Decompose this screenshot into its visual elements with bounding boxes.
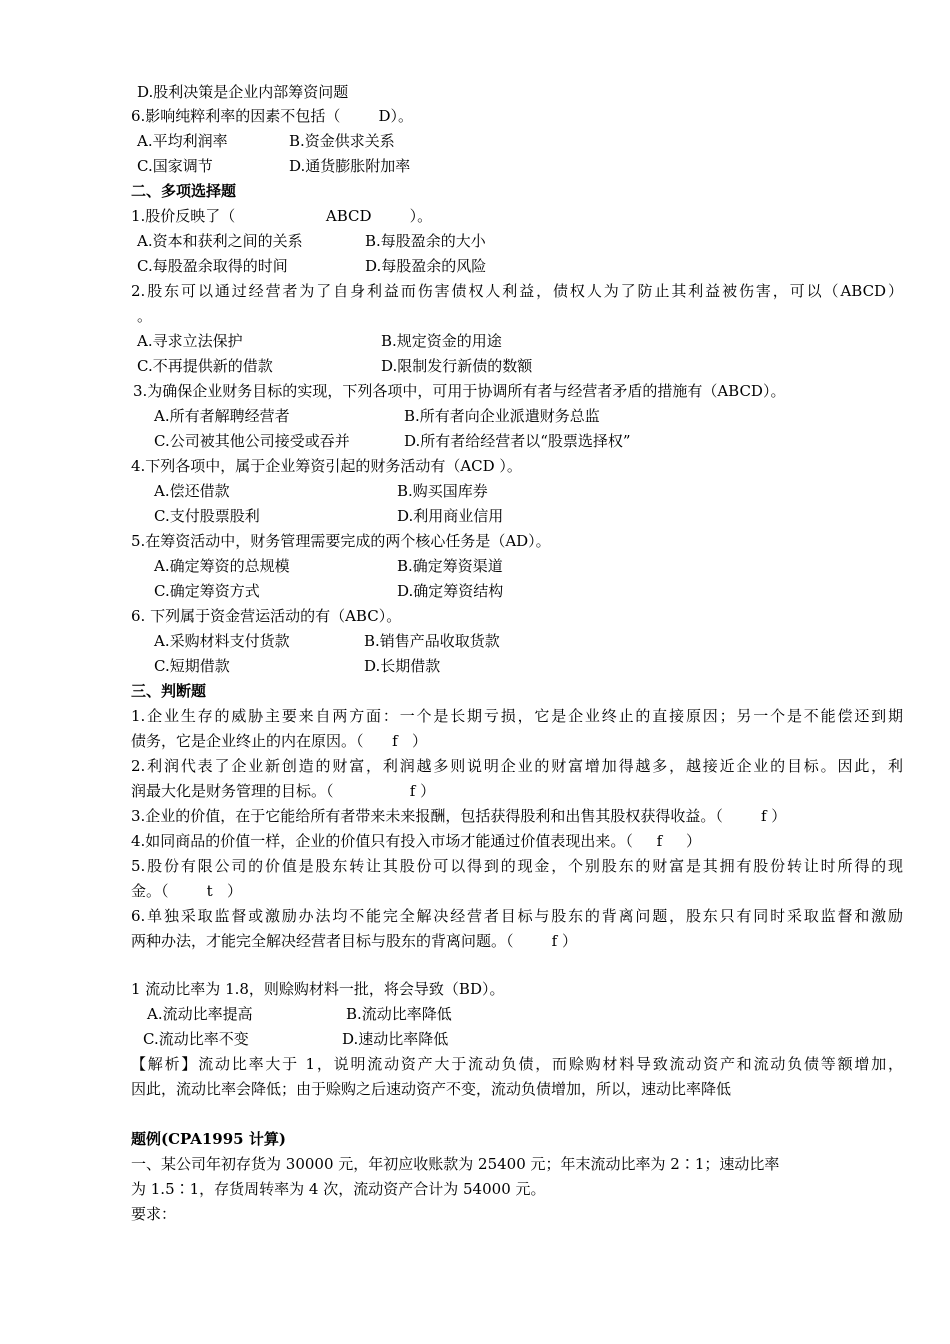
option-b: B.流动比率降低	[346, 1005, 452, 1023]
statement-line: 润最大化是财务管理的目标。（ f ）	[131, 782, 436, 800]
example-line: 为 1.5∶1，存货周转率为 4 次，流动资产合计为 54000 元。	[131, 1180, 546, 1198]
section-heading-multiple-choice: 二、多项选择题	[131, 182, 237, 200]
option-d: D.利用商业信用	[397, 507, 504, 525]
option-a: A.寻求立法保护	[137, 332, 243, 350]
question-line: 1 流动比率为 1.8，则赊购材料一批，将会导致（BD）。	[131, 980, 505, 998]
option-d: D.通货膨胀附加率	[289, 157, 411, 175]
option-d: D.长期借款	[364, 657, 441, 675]
option-a: A.平均利润率	[137, 132, 228, 150]
option-b: B.规定资金的用途	[381, 332, 502, 350]
option-c: C.不再提供新的借款	[137, 357, 273, 375]
option-b: B.确定筹资渠道	[397, 557, 503, 575]
option-c: C.确定筹资方式	[154, 582, 260, 600]
option-a: A.偿还借款	[154, 482, 230, 500]
question-line-continued: 。	[137, 307, 153, 325]
option-c: C.短期借款	[154, 657, 230, 675]
statement-line: 3.企业的价值，在于它能给所有者带来未来报酬，包括获得股利和出售其股权获得收益。（ f ）	[131, 807, 787, 825]
section-heading-true-false: 三、判断题	[131, 682, 207, 700]
statement-line: 两种办法，才能完全解决经营者目标与股东的背离问题。（ f ）	[131, 932, 577, 950]
option-d: D.速动比率降低	[342, 1030, 449, 1048]
option-line: D.股利决策是企业内部筹资问题	[137, 83, 349, 101]
option-b: B.购买国库券	[397, 482, 488, 500]
statement-line: 金。（ t ）	[131, 882, 242, 900]
question-line: 6. 下列属于资金营运活动的有（ABC）。	[131, 607, 402, 625]
statement-line: 2.利润代表了企业新创造的财富，利润越多则说明企业的财富增加得越多，越接近企业的目标。因此，利	[131, 757, 903, 775]
option-d: D.确定筹资结构	[397, 582, 504, 600]
question-line: 5.在筹资活动中，财务管理需要完成的两个核心任务是（AD）。	[131, 532, 551, 550]
option-c: C.流动比率不变	[143, 1030, 249, 1048]
example-heading: 题例(CPA1995 计算)	[131, 1130, 286, 1148]
statement-line: 5.股份有限公司的价值是股东转让其股份可以得到的现金，个别股东的财富是其拥有股份转让时所得的现	[131, 857, 903, 875]
option-d: D.限制发行新债的数额	[381, 357, 533, 375]
statement-line: 1.企业生存的威胁主要来自两方面：一个是长期亏损，它是企业终止的直接原因；另一个是不能偿还到期	[131, 707, 903, 725]
question-line: 2.股东可以通过经营者为了自身利益而伤害债权人利益，债权人为了防止其利益被伤害，可以（ABCD）	[131, 282, 903, 300]
example-line: 要求：	[131, 1205, 177, 1223]
option-a: A.资本和获利之间的关系	[137, 232, 303, 250]
option-c: C.每股盈余取得的时间	[137, 257, 288, 275]
option-a: A.确定筹资的总规模	[154, 557, 290, 575]
option-b: B.每股盈余的大小	[365, 232, 486, 250]
option-c: C.支付股票股利	[154, 507, 260, 525]
option-c: C.国家调节	[137, 157, 213, 175]
example-line: 一、某公司年初存货为 30000 元，年初应收账款为 25400 元；年末流动比率为 2∶1；速动比率	[131, 1155, 780, 1173]
question-line: 6.影响纯粹利率的因素不包括（ D）。	[131, 107, 413, 125]
statement-line: 4.如同商品的价值一样，企业的价值只有投入市场才能通过价值表现出来。（ f ）	[131, 832, 702, 850]
option-c: C.公司被其他公司接受或吞并	[154, 432, 350, 450]
option-b: B.资金供求关系	[289, 132, 395, 150]
analysis-line: 因此，流动比率会降低；由于赊购之后速动资产不变，流动负债增加，所以，速动比率降低	[131, 1080, 732, 1098]
question-line: 4.下列各项中，属于企业筹资引起的财务活动有（ACD ）。	[131, 457, 522, 475]
option-d: D.每股盈余的风险	[365, 257, 487, 275]
question-line: 3.为确保企业财务目标的实现，下列各项中，可用于协调所有者与经营者矛盾的措施有（ABCD）。	[133, 382, 786, 400]
analysis-line: 【解析】流动比率大于 1，说明流动资产大于流动负债，而赊购材料导致流动资产和流动负债等额增加，	[131, 1055, 903, 1073]
option-b: B.所有者向企业派遣财务总监	[404, 407, 600, 425]
option-a: A.流动比率提高	[147, 1005, 253, 1023]
option-a: A.采购材料支付货款	[154, 632, 290, 650]
statement-line: 6.单独采取监督或激励办法均不能完全解决经营者目标与股东的背离问题，股东只有同时采取监督和激励	[131, 907, 903, 925]
question-line: 1.股价反映了（ ABCD ）。	[131, 207, 433, 225]
statement-line: 债务，它是企业终止的内在原因。（ f ）	[131, 732, 427, 750]
option-a: A.所有者解聘经营者	[154, 407, 290, 425]
option-b: B.销售产品收取货款	[364, 632, 500, 650]
option-d: D.所有者给经营者以“股票选择权”	[404, 432, 631, 450]
